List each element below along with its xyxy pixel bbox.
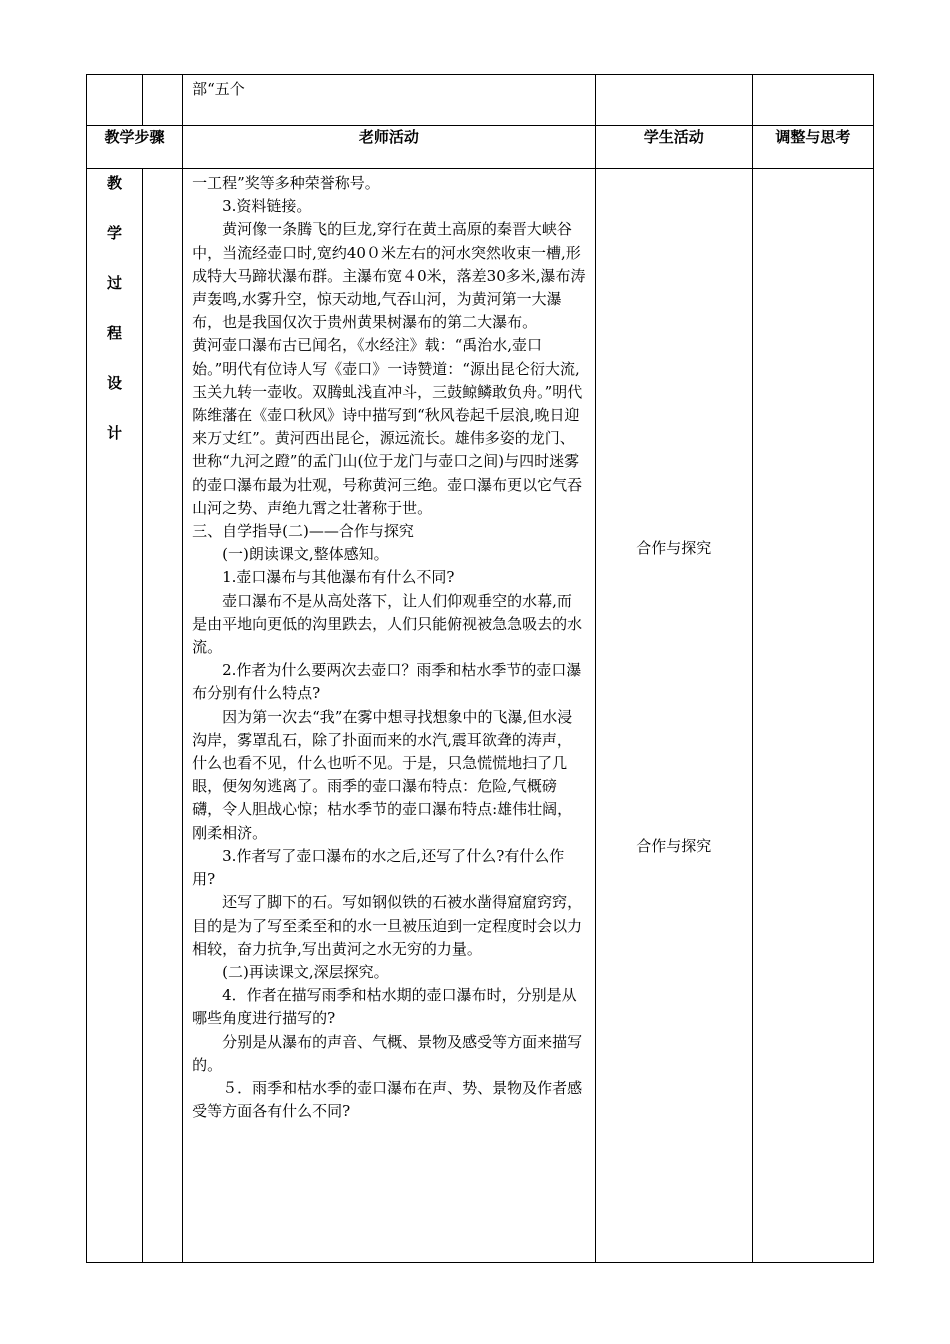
section-char: 计 bbox=[107, 424, 123, 442]
teacher-paragraph: 3.资料链接。 bbox=[222, 197, 312, 216]
continued-step-cell bbox=[87, 75, 143, 126]
teacher-paragraph: (二)再读课文,深层探究。 bbox=[222, 962, 389, 981]
header-student: 学生活动 bbox=[595, 126, 752, 169]
teacher-paragraph: 2.作者为什么要两次去壶口？雨季和枯水季节的壶口瀑布分别有什么特点? bbox=[192, 661, 582, 703]
header-teacher: 老师活动 bbox=[183, 126, 596, 169]
header-row bbox=[87, 126, 874, 169]
continued-sub-cell bbox=[143, 75, 183, 126]
teacher-paragraph: ５．雨季和枯水季的壶口瀑布在声、势、景物及作者感受等方面各有什么不同? bbox=[192, 1078, 583, 1121]
teacher-paragraph: 三、自学指导(二)——合作与探究 bbox=[192, 522, 414, 541]
section-char: 教 bbox=[107, 174, 123, 192]
teacher-paragraph: 因为第一次去“我”在雾中想寻找想象中的飞瀑,但水浸沟岸，雾罩乱石，除了扑面而来的水汽,震耳欲聋的涛声，什么也看不见，什么也听不见。于是，只急慌慌地扫了几眼，便匆匆逃离了。雨季的壶口瀑布特点：危险,气概磅礴，令人胆战心惊；枯水季节的壶口瀑布特点:雄伟壮阔，刚柔相济。 bbox=[192, 707, 573, 842]
section-char: 学 bbox=[107, 224, 123, 242]
reflection-cell bbox=[752, 169, 873, 1263]
teacher-paragraph: 3.作者写了壶口瀑布的水之后,还写了什么?有什么作用? bbox=[192, 846, 565, 889]
continued-student-cell bbox=[595, 75, 752, 126]
process-row bbox=[87, 169, 874, 1263]
teacher-paragraph: 4．作者在描写雨季和枯水期的壶口瀑布时，分别是从哪些角度进行描写的? bbox=[192, 986, 577, 1028]
teacher-paragraph: 黄河像一条腾飞的巨龙,穿行在黄土高原的秦晋大峡谷中，当流经壶口时,宽约40０米左右的河水突然收束一槽,形成特大马蹄状瀑布群。主瀑布宽４0米，落差30多米,瀑布涛声轰鸣,水雾升空，惊天动地,气吞山河，为黄河第一大瀑布，也是我国仅次于贵州黄果树瀑布的第二大瀑布。 bbox=[192, 220, 586, 332]
section-char: 过 bbox=[107, 274, 123, 292]
lesson-plan-table bbox=[86, 74, 874, 1263]
teacher-paragraph: 1.壶口瀑布与其他瀑布有什么不同? bbox=[222, 568, 455, 587]
section-label bbox=[87, 169, 143, 1263]
teacher-paragraph: 壶口瀑布不是从高处落下，让人们仰观垂空的水幕,而是由平地向更低的沟里跌去，人们只能俯视被急急吸去的水流。 bbox=[192, 591, 583, 657]
teacher-activity-cell bbox=[183, 169, 596, 1263]
continued-text: 部“五个 bbox=[192, 80, 245, 98]
section-char: 程 bbox=[107, 324, 123, 342]
teacher-paragraph: 一工程”奖等多种荣誉称号。 bbox=[192, 174, 380, 192]
teacher-paragraph: 分别是从瀑布的声音、气概、景物及感受等方面来描写的。 bbox=[192, 1032, 583, 1074]
student-activity-cell bbox=[595, 169, 752, 1263]
section-char: 设 bbox=[107, 374, 123, 392]
student-activity-2: 合作与探究 bbox=[636, 837, 712, 855]
continued-teacher-cell bbox=[183, 75, 596, 126]
student-activity-1: 合作与探究 bbox=[636, 539, 712, 557]
teacher-paragraph: (一)朗读课文,整体感知。 bbox=[222, 545, 389, 564]
teacher-paragraph: 黄河壶口瀑布古已闻名，《水经注》载：“禹治水,壶口始。”明代有位诗人写《壶口》一诗赞道：“源出昆仑衍大流,玉关九转一壶收。双腾虬浅直冲斗，三鼓鲸鳞敢负舟。”明代陈维藩在《壶口秋风》诗中描写到“秋风卷起千层浪,晚日迎来万丈红”。黄河西出昆仑，源远流长。雄伟多姿的龙门、世称“九河之蹬”的孟门山(位于龙门与壶口之间)与四时迷雾的壶口瀑布最为壮观，号称黄河三绝。壶口瀑布更以它气吞山河之势、声绝九霄之壮著称于世。 bbox=[192, 336, 583, 517]
header-steps: 教学步骤 bbox=[87, 126, 183, 169]
continued-reflect-cell bbox=[752, 75, 873, 126]
teacher-paragraph: 还写了脚下的石。写如钢似铁的石被水凿得窟窟窍窍，目的是为了写至柔至和的水一旦被压迫到一定程度时会以力相较，奋力抗争,写出黄河之水无穷的力量。 bbox=[192, 893, 583, 958]
continued-row bbox=[87, 75, 874, 126]
sub-step-cell bbox=[143, 169, 183, 1263]
header-reflect: 调整与思考 bbox=[752, 126, 873, 169]
